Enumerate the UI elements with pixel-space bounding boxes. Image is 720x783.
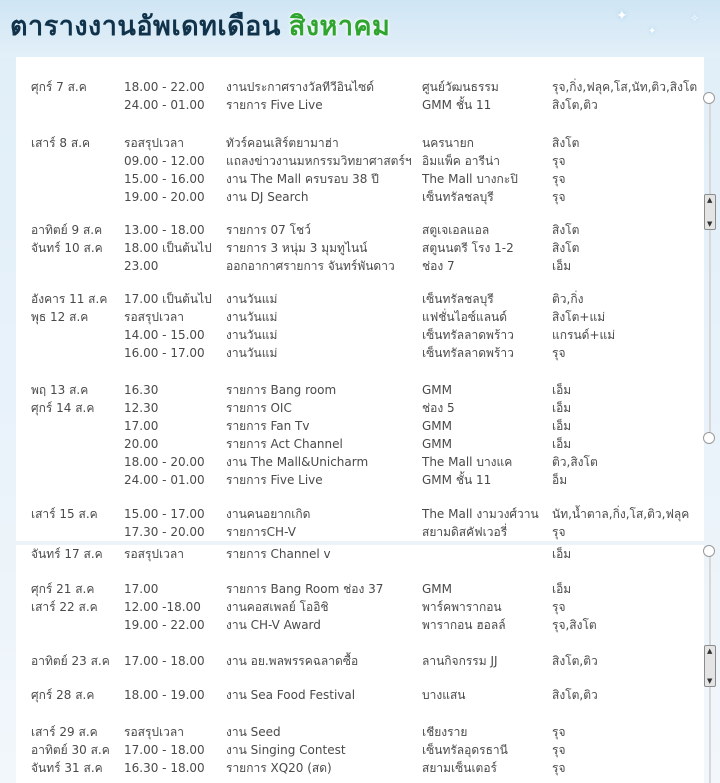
row-time: 16.30 - 18.00 <box>124 761 205 775</box>
row-members: เอ็ม <box>552 547 572 561</box>
row-time: 12.30 <box>124 401 159 415</box>
row-members: รุจ <box>552 346 566 360</box>
row-day: ศุกร์ 21 ส.ค <box>31 582 95 596</box>
row-members: อ็ม <box>552 473 568 487</box>
row-event: งานคนอยากเกิด <box>226 507 311 521</box>
scrollbar-track <box>709 92 711 444</box>
row-time: 16.00 - 17.00 <box>124 346 205 360</box>
row-venue: แฟชั่นไอซ์แลนด์ <box>422 310 508 324</box>
table-row <box>16 453 704 471</box>
row-day: อาทิตย์ 30 ส.ค <box>31 743 110 757</box>
row-time: 24.00 - 01.00 <box>124 473 205 487</box>
scrollbar-thumb[interactable] <box>704 194 716 230</box>
sparkle-icon: ✦ <box>648 26 657 37</box>
row-event: งาน Seed <box>226 725 281 739</box>
scrollbar-1[interactable] <box>702 92 718 444</box>
row-members: รุจ <box>552 190 566 204</box>
row-members: รุจ,กิ่ง,ฟลุค,โส,นัท,ติว,สิงโต <box>552 80 698 94</box>
row-event: งาน The Mall&Unicharm <box>226 455 369 469</box>
table-row <box>16 580 704 598</box>
arrow-up-icon: ▲ <box>707 196 713 204</box>
row-day: พฤ 13 ส.ค <box>31 383 89 397</box>
row-day: ศุกร์ 7 ส.ค <box>31 80 87 94</box>
row-time: 19.00 - 22.00 <box>124 618 205 632</box>
table-row <box>16 686 704 704</box>
page-header <box>0 0 720 58</box>
row-members: สิงโต <box>552 223 580 237</box>
row-time: 17.00 <box>124 419 159 433</box>
row-day: เสาร์ 29 ส.ค <box>31 725 98 739</box>
scrollbar-thumb[interactable] <box>704 645 716 687</box>
row-event: รายการ Bang Room ช่อง 37 <box>226 582 384 596</box>
row-time: รอสรุปเวลา <box>124 547 184 561</box>
row-day: ศุกร์ 14 ส.ค <box>31 401 95 415</box>
row-event: รายการ Five Live <box>226 98 323 112</box>
row-day: เสาร์ 22 ส.ค <box>31 600 98 614</box>
row-venue: GMM <box>422 437 453 451</box>
row-day: อาทิตย์ 9 ส.ค <box>31 223 103 237</box>
row-venue: The Mall บางแค <box>422 455 513 469</box>
row-members: รุจ <box>552 154 566 168</box>
row-event: งาน CH-V Award <box>226 618 321 632</box>
row-members: นัท,น้ำตาล,กิ่ง,โส,ติว,ฟลุค <box>552 507 690 521</box>
row-event: รายการ Channel v <box>226 547 331 561</box>
row-day: เสาร์ 15 ส.ค <box>31 507 98 521</box>
table-row <box>16 188 704 206</box>
row-venue: GMM <box>422 582 453 596</box>
table-row <box>16 435 704 453</box>
row-day: พุธ 12 ส.ค <box>31 310 89 324</box>
row-venue: ช่อง 7 <box>422 259 455 273</box>
scroll-bottom-handle[interactable] <box>703 432 715 444</box>
row-members: เอ็ม <box>552 419 572 433</box>
row-members: สิงโต,ติว <box>552 98 598 112</box>
table-row <box>16 170 704 188</box>
table-row <box>16 523 704 541</box>
row-members: ติว,กิ่ง <box>552 292 584 306</box>
row-event: งาน Singing Contest <box>226 743 346 757</box>
table-row <box>16 741 704 759</box>
row-members: สิงโต,ติว <box>552 654 598 668</box>
table-row <box>16 381 704 399</box>
arrow-up-icon: ▲ <box>707 647 713 655</box>
page-title <box>10 4 390 47</box>
row-venue: GMM ชั้น 11 <box>422 98 492 112</box>
row-members: สิงโต <box>552 136 580 150</box>
row-time: 16.30 <box>124 383 159 397</box>
schedule-panel-2 <box>16 545 704 783</box>
row-event: งาน Sea Food Festival <box>226 688 356 702</box>
row-event: รายการ OIC <box>226 401 292 415</box>
row-time: รอสรุปเวลา <box>124 725 184 739</box>
row-event: รายการ Five Live <box>226 473 323 487</box>
scroll-top-handle[interactable] <box>703 92 715 104</box>
row-venue: เซ็นทรัลลาดพร้าว <box>422 328 514 342</box>
row-venue: สตูนนตรี โรง 1-2 <box>422 241 514 255</box>
row-day: เสาร์ 8 ส.ค <box>31 136 91 150</box>
scroll-top-handle[interactable] <box>703 545 715 557</box>
row-members: สิงโต+แม่ <box>552 310 606 324</box>
row-time: 19.00 - 20.00 <box>124 190 205 204</box>
row-venue: เซ็นทรัลลาดพร้าว <box>422 346 514 360</box>
table-row <box>16 152 704 170</box>
row-members: สิงโต,ติว <box>552 688 598 702</box>
row-time: รอสรุปเวลา <box>124 136 184 150</box>
row-event: งานวันแม่ <box>226 346 278 360</box>
row-time: 17.30 - 20.00 <box>124 525 205 539</box>
row-day: อาทิตย์ 23 ส.ค <box>31 654 110 668</box>
row-time: 18.00 - 22.00 <box>124 80 205 94</box>
row-venue: พาร์คพารากอน <box>422 600 502 614</box>
row-event: รายการ 3 หนุ่ม 3 มุมทูไนน์ <box>226 241 368 255</box>
row-day: จันทร์ 17 ส.ค <box>31 547 103 561</box>
row-event: งาน The Mall ครบรอบ 38 ปี <box>226 172 379 186</box>
row-members: เอ็ม <box>552 582 572 596</box>
row-event: งาน DJ Search <box>226 190 309 204</box>
row-venue: บางแสน <box>422 688 466 702</box>
row-time: 20.00 <box>124 437 159 451</box>
row-time: 14.00 - 15.00 <box>124 328 205 342</box>
row-members: รุจ <box>552 725 566 739</box>
row-members: เอ็ม <box>552 383 572 397</box>
arrow-down-icon: ▼ <box>707 677 713 685</box>
row-time: 09.00 - 12.00 <box>124 154 205 168</box>
row-time: รอสรุปเวลา <box>124 310 184 324</box>
row-venue: GMM <box>422 383 453 397</box>
table-row <box>16 505 704 523</box>
table-row <box>16 545 704 563</box>
table-row <box>16 652 704 670</box>
table-row <box>16 239 704 257</box>
table-row <box>16 308 704 326</box>
table-row <box>16 471 704 489</box>
row-members: เอ็ม <box>552 401 572 415</box>
row-day: จันทร์ 10 ส.ค <box>31 241 103 255</box>
row-time: 18.00 - 19.00 <box>124 688 205 702</box>
row-event: รายการCH-V <box>226 525 296 539</box>
row-members: เอ็ม <box>552 259 572 273</box>
table-row <box>16 257 704 275</box>
row-event: แถลงข่าวงานมหกรรมวิทยาศาสตร์ฯ <box>226 154 412 168</box>
row-event: ทัวร์คอนเสิร์ตยามาฮ่า <box>226 136 339 150</box>
row-event: ออกอากาศรายการ จันทร์พันดาว <box>226 259 395 273</box>
row-members: รุจ <box>552 172 566 186</box>
row-venue: อิมแพ็ค อารีน่า <box>422 154 500 168</box>
table-row <box>16 221 704 239</box>
row-event: งาน อย.พลพรรคฉลาดซื้อ <box>226 654 359 668</box>
row-venue: GMM <box>422 419 453 433</box>
row-members: รุจ <box>552 743 566 757</box>
row-members: แกรนด์+แม่ <box>552 328 616 342</box>
row-venue: เซ็นทรัลชลบุรี <box>422 292 494 306</box>
row-time: 17.00 - 18.00 <box>124 654 205 668</box>
row-venue: ช่อง 5 <box>422 401 455 415</box>
row-event: รายการ Fan Tv <box>226 419 310 433</box>
row-venue: สยามเซ็นเตอร์ <box>422 761 497 775</box>
row-venue: สยามดิสคัฟเวอรี่ <box>422 525 508 539</box>
row-venue: พารากอน ฮอลล์ <box>422 618 506 632</box>
row-members: สิงโต <box>552 241 580 255</box>
row-time: 17.00 เป็นต้นไป <box>124 292 212 306</box>
row-members: ติว,สิงโต <box>552 455 598 469</box>
row-members: รุจ <box>552 525 566 539</box>
table-row <box>16 598 704 616</box>
row-time: 17.00 <box>124 582 159 596</box>
table-row <box>16 290 704 308</box>
table-row <box>16 759 704 777</box>
table-row <box>16 326 704 344</box>
row-venue: GMM ชั้น 11 <box>422 473 492 487</box>
table-row <box>16 96 704 114</box>
table-row <box>16 134 704 152</box>
table-row <box>16 399 704 417</box>
row-event: งานวันแม่ <box>226 328 278 342</box>
row-members: รุจ <box>552 761 566 775</box>
table-row <box>16 723 704 741</box>
table-row <box>16 616 704 634</box>
row-venue: สตูเจเอลแอล <box>422 223 490 237</box>
row-day: ศุกร์ 28 ส.ค <box>31 688 95 702</box>
row-time: 24.00 - 01.00 <box>124 98 205 112</box>
row-time: 23.00 <box>124 259 159 273</box>
row-time: 12.00 -18.00 <box>124 600 201 614</box>
row-event: รายการ Bang room <box>226 383 337 397</box>
row-day: อังคาร 11 ส.ค <box>31 292 108 306</box>
row-members: เอ็ม <box>552 437 572 451</box>
row-event: รายการ Act Channel <box>226 437 343 451</box>
table-row <box>16 344 704 362</box>
row-event: งานประกาศรางวัลทีวีอินไซด์ <box>226 80 375 94</box>
row-time: 18.00 เป็นต้นไป <box>124 241 212 255</box>
row-venue: ศูนย์วัฒนธรรม <box>422 80 499 94</box>
schedule-panel-1 <box>16 57 704 541</box>
row-event: งานวันแม่ <box>226 310 278 324</box>
row-time: 13.00 - 18.00 <box>124 223 205 237</box>
row-event: รายการ XQ20 (สด) <box>226 761 332 775</box>
sparkle-icon: ✧ <box>690 12 700 25</box>
row-time: 17.00 - 18.00 <box>124 743 205 757</box>
arrow-down-icon: ▼ <box>707 220 713 228</box>
row-time: 18.00 - 20.00 <box>124 455 205 469</box>
row-venue: เซ็นทรัลอุดรธานี <box>422 743 508 757</box>
table-row <box>16 417 704 435</box>
scrollbar-2[interactable] <box>702 545 718 783</box>
row-event: งานคอสเพลย์ โออิชิ <box>226 600 329 614</box>
row-members: รุจ <box>552 600 566 614</box>
row-event: งานวันแม่ <box>226 292 278 306</box>
row-venue: The Mall บางกะปิ <box>422 172 518 186</box>
row-venue: ลานกิจกรรม JJ <box>422 654 498 668</box>
row-time: 15.00 - 17.00 <box>124 507 205 521</box>
row-day: จันทร์ 31 ส.ค <box>31 761 103 775</box>
row-event: รายการ 07 โชว์ <box>226 223 311 237</box>
title-text: ตารางงานอัพเดทเดือน <box>10 11 281 42</box>
row-venue: เชียงราย <box>422 725 468 739</box>
title-month: สิงหาคม <box>288 11 391 42</box>
row-venue: เซ็นทรัลชลบุรี <box>422 190 494 204</box>
row-time: 15.00 - 16.00 <box>124 172 205 186</box>
sparkle-icon: ✦ <box>616 8 628 24</box>
row-venue: นครนายก <box>422 136 474 150</box>
table-row <box>16 78 704 96</box>
row-members: รุจ,สิงโต <box>552 618 597 632</box>
row-venue: The Mall งามวงศ์วาน <box>422 507 539 521</box>
